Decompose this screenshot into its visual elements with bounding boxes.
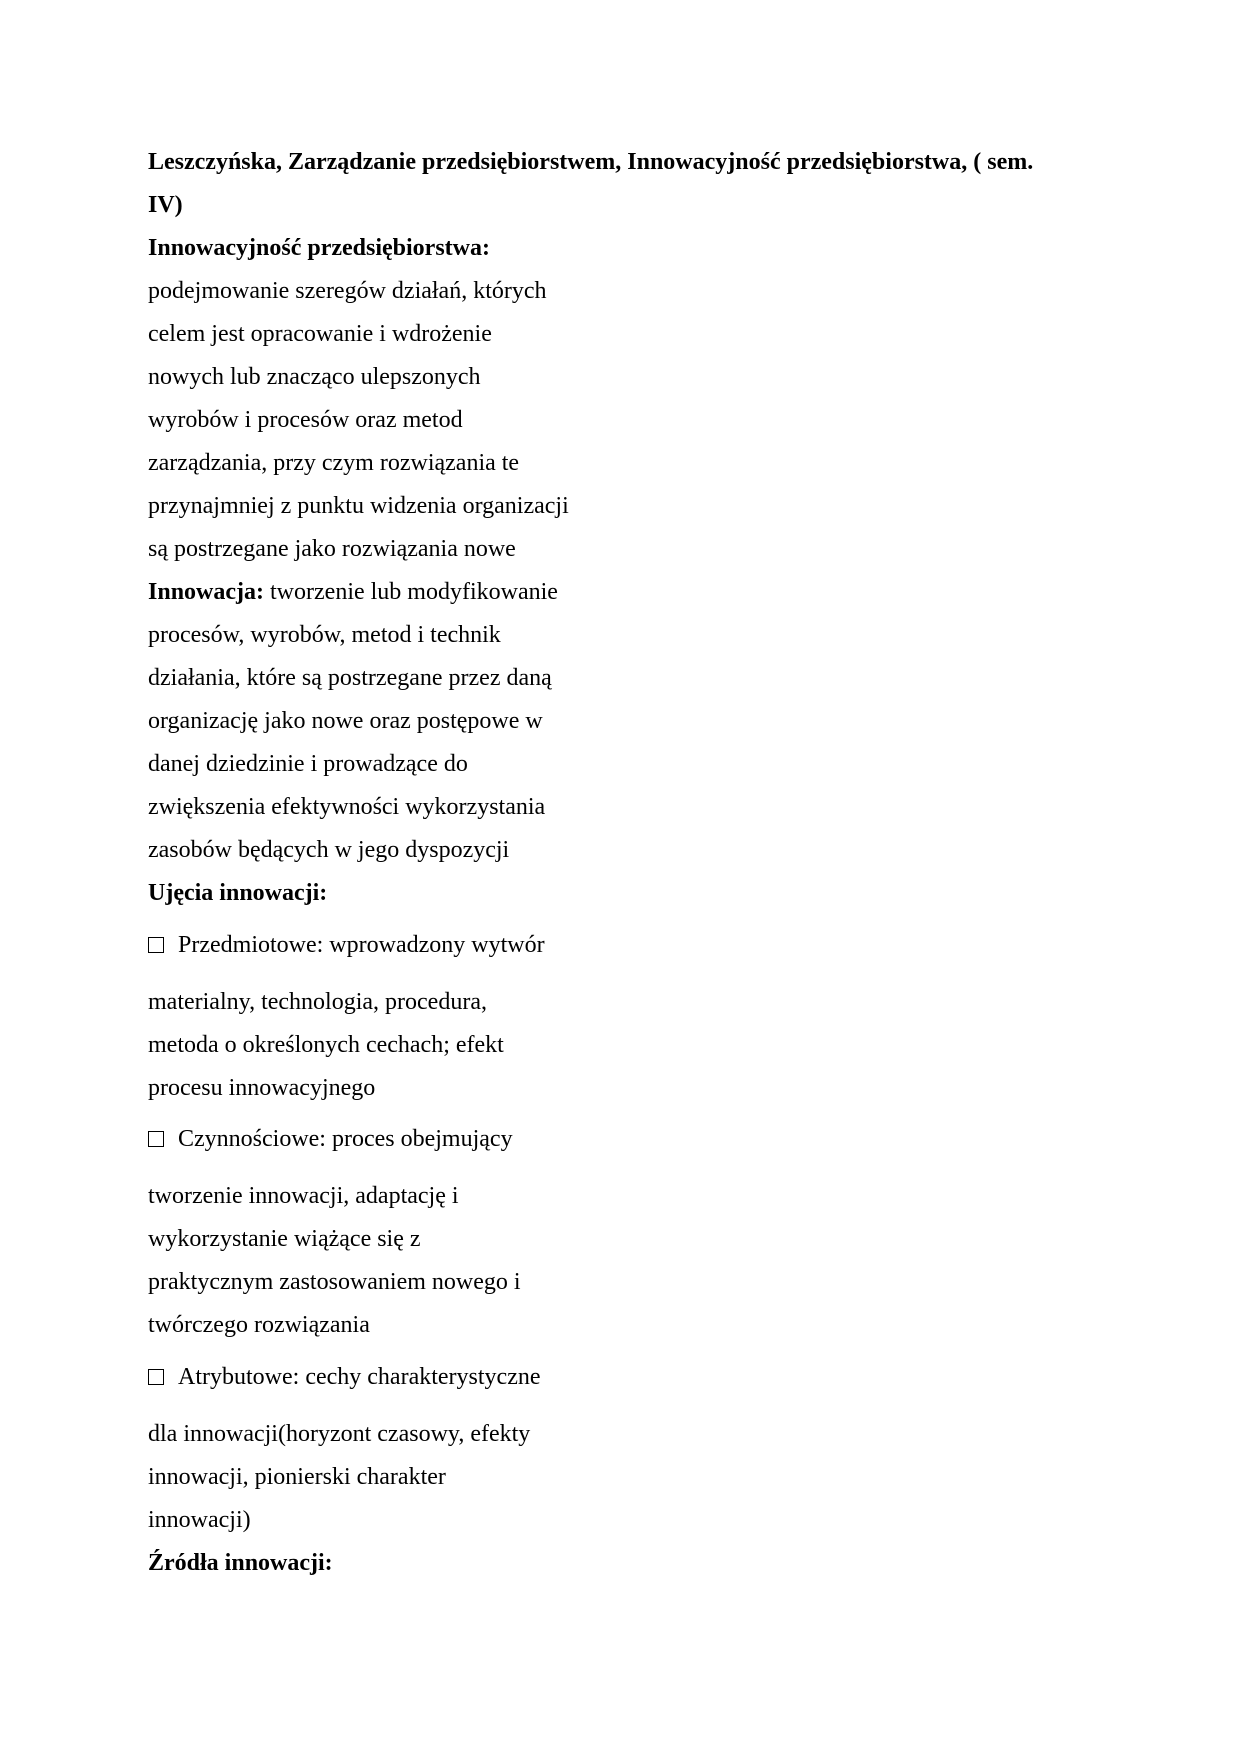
ujecia-line: innowacji) — [148, 1507, 251, 1533]
ujecia-line: twórczego rozwiązania — [148, 1312, 370, 1338]
innowacja-line: działania, które są postrzegane przez daną — [148, 665, 552, 691]
innowacyjnosc-line: celem jest opracowanie i wdrożenie — [148, 321, 492, 347]
innowacja-definition-start: tworzenie lub modyfikowanie — [264, 579, 558, 605]
innowacyjnosc-line: nowych lub znacząco ulepszonych — [148, 364, 481, 390]
heading-zrodla: Źródła innowacji: — [148, 1550, 333, 1576]
innowacja-line: zwiększenia efektywności wykorzystania — [148, 794, 546, 820]
ujecia-line: praktycznym zastosowaniem nowego i — [148, 1269, 521, 1295]
ujecia-line: tworzenie innowacji, adaptację i — [148, 1183, 459, 1209]
ujecia-line: dla innowacji(horyzont czasowy, efekty — [148, 1421, 531, 1447]
ujecia-line: materialny, technologia, procedura, — [148, 989, 487, 1015]
ujecia-line: metoda o określonych cechach; efekt — [148, 1032, 504, 1058]
innowacja-line: danej dziedzinie i prowadzące do — [148, 751, 468, 777]
heading-innowacyjnosc: Innowacyjność przedsiębiorstwa: — [148, 235, 490, 261]
ujecia-bullet-atrybutowe — [148, 1362, 541, 1392]
innowacyjnosc-line: podejmowanie szeregów działań, których — [148, 278, 547, 304]
innowacyjnosc-line: przynajmniej z punktu widzenia organizacji — [148, 493, 569, 519]
checkbox-bullet-icon — [148, 1369, 164, 1385]
ujecia-bullet-czynnosciowe — [148, 1124, 513, 1154]
document-title-line-2: IV) — [148, 192, 183, 218]
bullet-label: Czynnościowe: proces obejmujący — [178, 1126, 513, 1152]
innowacja-line: organizację jako nowe oraz postępowe w — [148, 708, 543, 734]
innowacyjnosc-line: wyrobów i procesów oraz metod — [148, 407, 463, 433]
ujecia-line: procesu innowacyjnego — [148, 1075, 376, 1101]
innowacja-line: procesów, wyrobów, metod i technik — [148, 622, 501, 648]
ujecia-bullet-przedmiotowe — [148, 930, 545, 960]
heading-ujecia: Ujęcia innowacji: — [148, 880, 328, 906]
innowacyjnosc-line: są postrzegane jako rozwiązania nowe — [148, 536, 516, 562]
ujecia-line: wykorzystanie wiążące się z — [148, 1226, 421, 1252]
bullet-label: Atrybutowe: cechy charakterystyczne — [178, 1364, 541, 1390]
innowacja-line: zasobów będących w jego dyspozycji — [148, 837, 510, 863]
bullet-label: Przedmiotowe: wprowadzony wytwór — [178, 932, 545, 958]
document-title-line-1: Leszczyńska, Zarządzanie przedsiębiorstwem, Innowacyjność przedsiębiorstwa, ( sem. — [148, 149, 1034, 175]
innowacja-first-line — [148, 577, 558, 607]
checkbox-bullet-icon — [148, 1131, 164, 1147]
checkbox-bullet-icon — [148, 937, 164, 953]
ujecia-line: innowacji, pionierski charakter — [148, 1464, 446, 1490]
innowacyjnosc-line: zarządzania, przy czym rozwiązania te — [148, 450, 520, 476]
heading-innowacja: Innowacja: — [148, 579, 265, 605]
